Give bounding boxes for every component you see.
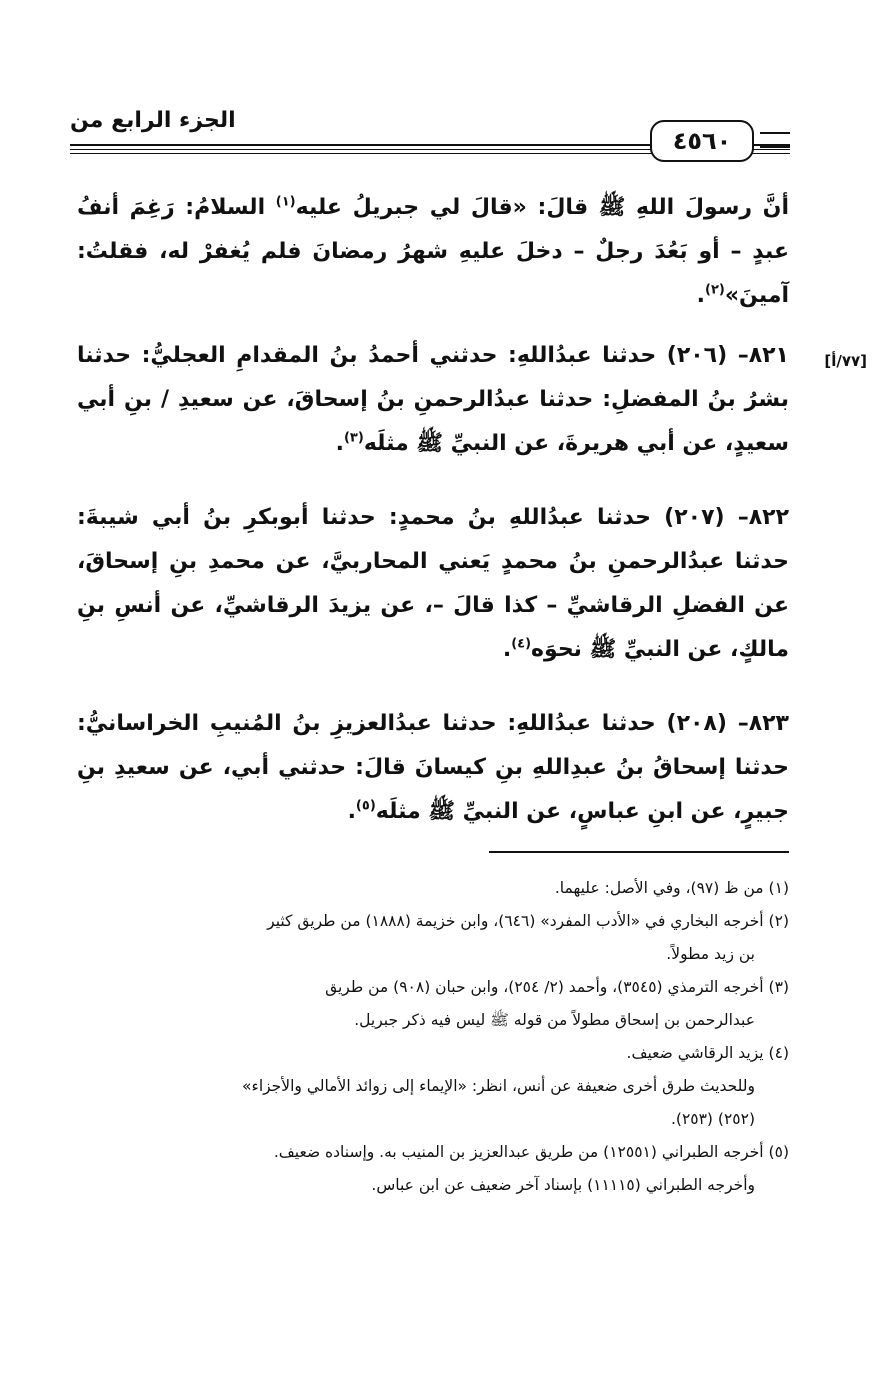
manuscript-folio-ref: [٧٧/أ] [824,352,867,370]
header-ornament [760,132,790,148]
footnotes [77,872,789,1202]
paragraph-intro: أنَّ رسولَ اللهِ ﷺ قالَ: «قالَ لي جبريلُ عليه$^{(١)}$ السلامُ: رَغِمَ أنفُ عبدٍ – أو بَعُدَ رجلٌ – دخلَ عليهِ شهرُ رمضانَ فلم يُغفرْ له، فقلتُ: آمينَ»$^{(٢)}$. [77,194,789,308]
running-title: الجزء الرابع من [70,108,236,133]
hadith-821: ٨٢١– (٢٠٦) حدثنا عبدُاللهِ: حدثني أحمدُ بنُ المقدامِ العجليُّ: حدثنا بشرُ بنُ المفضلِ: حدثنا عبدُالرحمنِ بنُ إسحاقَ، عن سعيدِ / بنِ أبي سعيدٍ، عن أبي هريرةَ، عن النبيِّ ﷺ مثلَه$^{(٣)}$. [77,343,789,456]
page-header [70,108,790,168]
hadith-822: ٨٢٢– (٢٠٧) حدثنا عبدُاللهِ بنُ محمدٍ: حدثنا أبوبكرِ بنُ أبي شيبةَ: حدثنا عبدُالرحمنِ بنُ محمدٍ يَعني المحاربيَّ، عن محمدِ بنِ إسحاقَ، عن الفضلِ الرقاشيِّ – كذا قالَ –، عن يزيدَ الرقاشيِّ، عن أنسِ بنِ مالكٍ، عن النبيِّ ﷺ نحوَه$^{(٤)}$. [77,505,790,662]
main-text [77,186,789,834]
footnote-2: (٢) أخرجه البخاري في «الأدب المفرد» (٦٤٦)، وابن خزيمة (١٨٨٨) من طريق كثير بن زيد مطولاً. [267,912,789,963]
footnote-marker: (٥) [355,798,376,814]
footnote-marker: (٣) [343,430,364,446]
footnote-marker: (٢) [705,282,725,298]
footnote-1: (١) من ظ (٩٧)، وفي الأصل: عليهما. [554,879,789,897]
footnote-4-extra: وللحديث طرق أخرى ضعيفة عن أنس، انظر: «الإيماء إلى زوائد الأمالي والأجزاء» (٢٥٢) (٢٥٣). [242,1077,755,1128]
footnote-marker: (٤) [511,636,532,652]
page-number: ٤٥٦٠ [650,120,754,162]
footnote-5: (٥) أخرجه الطبراني (١٢٥٥١) من طريق عبدالعزيز بن المنيب به. وإسناده ضعيف. وأخرجه الطبراني (١١١١٥) بإسناد آخر ضعيف عن ابن عباس. [273,1143,789,1194]
footnote-4: (٤) يزيد الرقاشي ضعيف. [626,1044,789,1062]
hadith-823: ٨٢٣– (٢٠٨) حدثنا عبدُاللهِ: حدثنا عبدُالعزيزِ بنُ المُنيبِ الخراسانيُّ: حدثنا إسحاقُ بنُ عبدِاللهِ بنِ كيسانَ قالَ: حدثني أبي، عن سعيدِ بنِ جبيرٍ، عن ابنِ عباسٍ، عن النبيِّ ﷺ مثلَه$^{(٥)}$. [77,711,789,824]
footnote-marker: (١) [275,194,296,210]
footnote-3: (٣) أخرجه الترمذي (٣٥٤٥)، وأحمد (٢/ ٢٥٤)، وابن حبان (٩٠٨) من طريق عبدالرحمن بن إسحاق مطولاً من قوله ﷺ ليس فيه ذكر جبريل. [325,978,789,1029]
footnote-separator [489,851,789,853]
